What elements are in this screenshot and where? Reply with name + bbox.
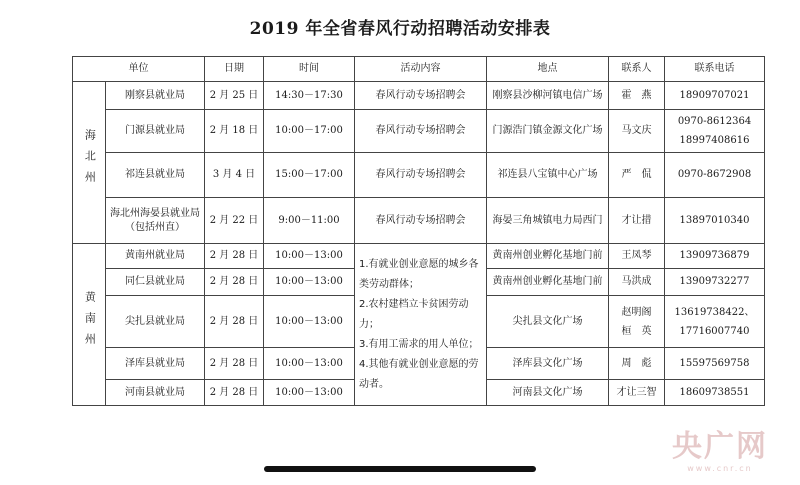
place-cell: 尖扎县文化广场 bbox=[487, 296, 609, 348]
unit-cell: 黄南州就业局 bbox=[106, 244, 205, 269]
col-header-date: 日期 bbox=[205, 57, 264, 82]
place-cell: 黄南州创业孵化基地门前 bbox=[487, 244, 609, 269]
date-cell: 2 月 22 日 bbox=[205, 198, 264, 244]
content-item: 3.有用工需求的用人单位； bbox=[359, 338, 479, 350]
unit-cell: 河南县就业局 bbox=[106, 380, 205, 406]
date-cell: 2 月 25 日 bbox=[205, 82, 264, 110]
col-header-place: 地点 bbox=[487, 57, 609, 82]
phone-cell bbox=[665, 110, 765, 153]
time-cell: 15:00－17:00 bbox=[264, 153, 355, 198]
watermark-main: 央广网 bbox=[672, 429, 768, 464]
content-item: 4.其他有就业创业意愿的劳动者。 bbox=[359, 358, 479, 390]
content-cell: 春风行动专场招聘会 bbox=[355, 110, 487, 153]
header-row bbox=[73, 57, 765, 82]
phone-cell: 13897010340 bbox=[665, 198, 765, 244]
home-indicator-bar[interactable] bbox=[264, 466, 536, 472]
col-header-phone: 联系电话 bbox=[665, 57, 765, 82]
date-cell: 2 月 28 日 bbox=[205, 348, 264, 380]
date-cell: 2 月 28 日 bbox=[205, 380, 264, 406]
phone-cell bbox=[665, 296, 765, 348]
phone-line: 13619738422、 bbox=[674, 306, 755, 318]
place-cell: 黄南州创业孵化基地门前 bbox=[487, 269, 609, 296]
time-cell: 10:00－13:00 bbox=[264, 348, 355, 380]
unit-cell: 海北州海晏县就业局（包括州直） bbox=[106, 198, 205, 244]
contact-cell: 马洪成 bbox=[609, 269, 665, 296]
place-cell: 祁连县八宝镇中心广场 bbox=[487, 153, 609, 198]
region-label: 黄南州 bbox=[83, 290, 97, 354]
place-cell: 河南县文化广场 bbox=[487, 380, 609, 406]
place-cell: 泽库县文化广场 bbox=[487, 348, 609, 380]
time-cell: 9:00－11:00 bbox=[264, 198, 355, 244]
content-cell: 春风行动专场招聘会 bbox=[355, 198, 487, 244]
unit-cell: 刚察县就业局 bbox=[106, 82, 205, 110]
content-cell: 春风行动专场招聘会 bbox=[355, 82, 487, 110]
table-row bbox=[73, 244, 765, 269]
content-item: 2.农村建档立卡贫困劳动力； bbox=[359, 298, 469, 330]
place-cell: 刚察县沙柳河镇电信广场 bbox=[487, 82, 609, 110]
content-cell: 春风行动专场招聘会 bbox=[355, 153, 487, 198]
phone-cell: 18909707021 bbox=[665, 82, 765, 110]
content-cell-huangnan bbox=[355, 244, 487, 406]
date-cell: 3 月 4 日 bbox=[205, 153, 264, 198]
col-header-unit: 单位 bbox=[73, 57, 205, 82]
col-header-content: 活动内容 bbox=[355, 57, 487, 82]
col-header-time: 时间 bbox=[264, 57, 355, 82]
phone-cell: 0970-8672908 bbox=[665, 153, 765, 198]
phone-line: 0970-8612364 bbox=[677, 116, 752, 127]
place-cell: 门源浩门镇金源文化广场 bbox=[487, 110, 609, 153]
time-cell: 10:00－13:00 bbox=[264, 296, 355, 348]
date-cell: 2 月 18 日 bbox=[205, 110, 264, 153]
contact-cell: 周 彪 bbox=[609, 348, 665, 380]
place-cell: 海晏三角城镇电力局西门 bbox=[487, 198, 609, 244]
contact-cell: 才让三智 bbox=[609, 380, 665, 406]
phone-cell: 15597569758 bbox=[665, 348, 765, 380]
contact-cell bbox=[609, 296, 665, 348]
unit-cell: 门源县就业局 bbox=[106, 110, 205, 153]
time-cell: 10:00－17:00 bbox=[264, 110, 355, 153]
unit-cell: 尖扎县就业局 bbox=[106, 296, 205, 348]
phone-line: 17716007740 bbox=[679, 325, 750, 337]
contact-line: 赵明阁 bbox=[621, 306, 652, 318]
watermark-sub: www.cnr.cn bbox=[687, 464, 753, 473]
time-cell: 10:00－13:00 bbox=[264, 380, 355, 406]
contact-cell: 才让措 bbox=[609, 198, 665, 244]
region-cell-huangnan bbox=[73, 244, 106, 406]
col-header-contact: 联系人 bbox=[609, 57, 665, 82]
contact-cell: 霍 燕 bbox=[609, 82, 665, 110]
table-row bbox=[73, 110, 765, 153]
contact-cell: 严 侃 bbox=[609, 153, 665, 198]
region-label: 海北州 bbox=[83, 128, 97, 192]
schedule-table bbox=[72, 56, 765, 406]
region-cell-haibei bbox=[73, 82, 106, 244]
contact-cell: 王凤琴 bbox=[609, 244, 665, 269]
date-cell: 2 月 28 日 bbox=[205, 296, 264, 348]
time-cell: 10:00－13:00 bbox=[264, 269, 355, 296]
table-row bbox=[73, 198, 765, 244]
phone-cell: 18609738551 bbox=[665, 380, 765, 406]
table-row bbox=[73, 153, 765, 198]
unit-cell: 泽库县就业局 bbox=[106, 348, 205, 380]
phone-cell: 13909736879 bbox=[665, 244, 765, 269]
unit-cell: 祁连县就业局 bbox=[106, 153, 205, 198]
page-title: 2019 年全省春风行动招聘活动安排表 bbox=[249, 19, 551, 39]
date-cell: 2 月 28 日 bbox=[205, 269, 264, 296]
content-item: 1.有就业创业意愿的城乡各类劳动群体； bbox=[359, 258, 479, 290]
watermark-logo bbox=[660, 429, 780, 473]
phone-line: 18997408616 bbox=[679, 135, 750, 146]
unit-cell: 同仁县就业局 bbox=[106, 269, 205, 296]
phone-cell: 13909732277 bbox=[665, 269, 765, 296]
time-cell: 14:30－17:30 bbox=[264, 82, 355, 110]
time-cell: 10:00－13:00 bbox=[264, 244, 355, 269]
date-cell: 2 月 28 日 bbox=[205, 244, 264, 269]
contact-line: 桓 英 bbox=[621, 325, 652, 337]
contact-cell: 马文庆 bbox=[609, 110, 665, 153]
table-row bbox=[73, 82, 765, 110]
